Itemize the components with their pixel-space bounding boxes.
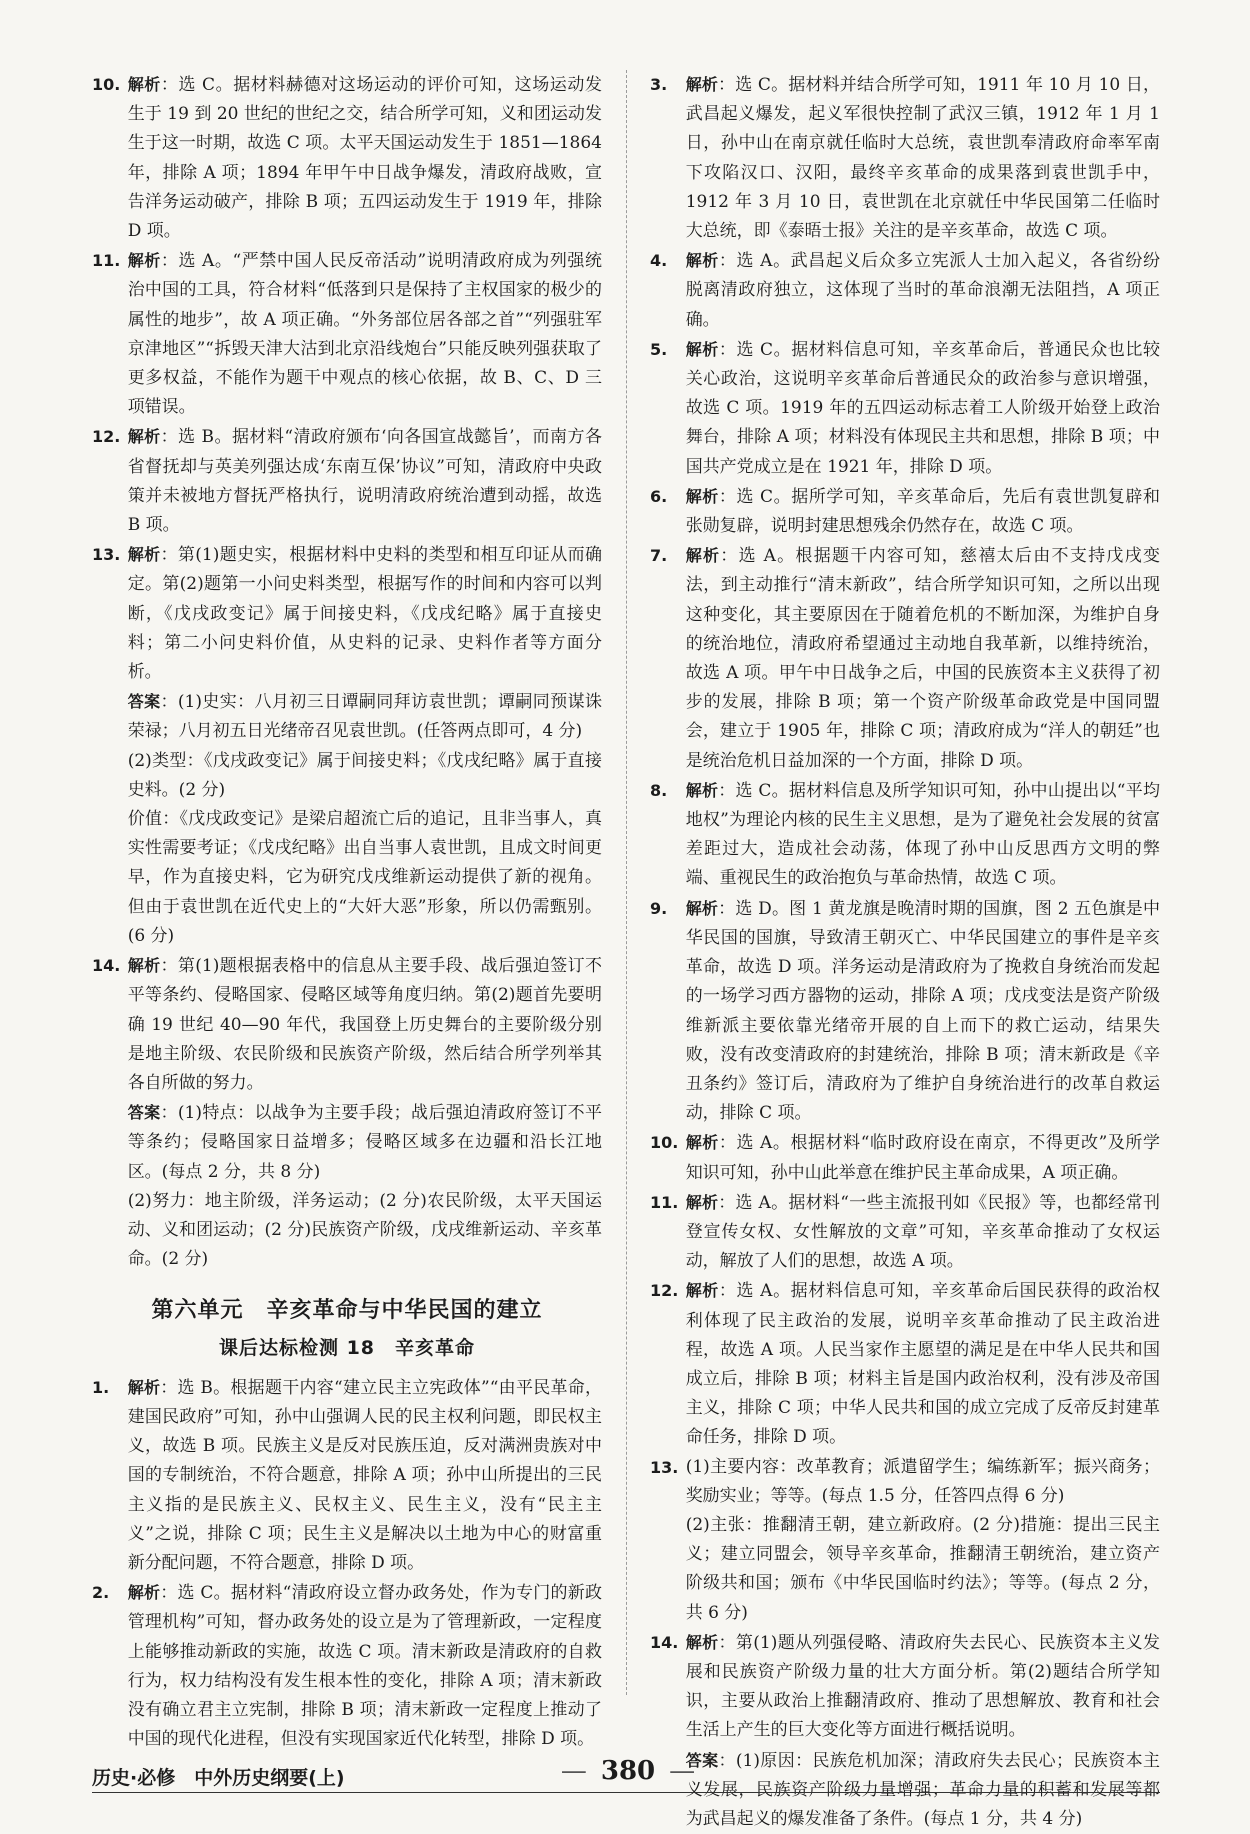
footer-subject: 历史·必修 中外历史纲要(上) [92,1767,345,1789]
answer-item-14-right: 14. 解析：第(1)题从列强侵略、清政府失去民心、民族资本主义发展和民族资产阶级力量的壮大方面分析。第(2)题结合所学知识，主要从政治上推翻清政府、推动了思想解放、教育和社会生活上产生的巨大变化等方面进行概括说明。 [650,1632,1160,1741]
answer-14-line-1: 答案：(1)特点：以战争为主要手段；战后强迫清政府签订不平等条约；侵略国家日益增多；侵略区域多在边疆和沿长江地区。(每点 2 分，共 8 分) [127,1103,602,1182]
answer-item-right-11: 11. 解析：选 A。据材料“一些主流报刊如《民报》等，也都经常刊登宣传女权、女性解放的文章”可知，辛亥革命推动了女权运动，解放了人们的思想，故选 A 项。 [650,1192,1160,1272]
column-divider [626,70,627,1695]
answer-item-right-6: 6. 解析：选 C。据所学可知，辛亥革命后，先后有袁世凯复辟和张勋复辟，说明封建思想残余仍然存在，故选 C 项。 [650,486,1160,537]
lesson-answer-item-1: 1. 解析：选 B。根据题干内容“建立民主立宪政体”“由平民革命，建国民政府”可知，孙中山强调人民的民主权利问题，即民权主义，故选 B 项。民族主义是反对民族压迫，反对满洲贵族对中国的专制统治，不符合题意，排除 A 项；孙中山所提出的三民主义指的是民族主义、民权主义、民生主义，没有“民主主义”之说，排除 C 项；民生主义是解决以土地为中心的财富重新分配问题，不符合题意，排除 D 项。 [92,1377,602,1573]
answer-13-line-1: 答案：(1)史实：八月初三日谭嗣同拜访袁世凯；谭嗣同预谋诛荣禄；八月初五日光绪帝召见袁世凯。(任答两点即可，4 分) [127,692,602,742]
answer-item-right-9: 9. 解析：选 D。图 1 黄龙旗是晚清时期的国旗，图 2 五色旗是中华民国的国旗，导致清王朝灭亡、中华民国建立的事件是辛亥革命，故选 D 项。洋务运动是清政府为了挽救自身统治而发起的一场学习西方器物的运动，排除 A 项；戊戌变法是资产阶级维新派主要依靠光绪帝开展的自上而下的救亡运动，结果失败，没有改变清政府的封建统治，排除 B 项；清末新政是《辛丑条约》签订后，清政府为了维护自身统治进行的改革自救运动，排除 C 项。 [650,898,1160,1124]
lesson-answer-item-2: 2. 解析：选 C。据材料“清政府设立督办政务处，作为专门的新政管理机构”可知，督办政务处的设立是为了管理新政，一定程度上能够推动新政的实施，故选 C 项。清末新政是清政府的自救行为，权力结构没有发生根本性的变化，排除 A 项；清末新政没有确立君主立宪制，排除 B 项；清末新政一定程度上推动了中国的现代化进程，但没有实现国家近代化转型，排除 D 项。 [92,1583,602,1750]
answer-item-right-5: 5. 解析：选 C。据材料信息可知，辛亥革命后，普通民众也比较关心政治，这说明辛亥革命后普通民众的政治参与意识增强，故选 C 项。1919 年的五四运动标志着工人阶级开始登上政治舞台，排除 A 项；材料没有体现民主共和思想，排除 B 项；中国共产党成立是在 1921 年，排除 D 项。 [650,339,1160,477]
answer-item-14: 14. 解析：第(1)题根据表格中的信息从主要手段、战后强迫签订不平等条约、侵略国家、侵略区域等角度归纳。第(2)题首先要明确 19 世纪 40—90 年代，我国登上历史舞台的主要阶级分别是地主阶级、农民阶级和民族资产阶级，然后结合所学列举其各自所做的努力。 [92,956,602,1093]
answer-14-line-2: (2)努力：地主阶级，洋务运动；(2 分)农民阶级，太平天国运动、义和团运动；(2 分)民族资产阶级，戊戌维新运动、辛亥革命。(2 分) [127,1190,602,1270]
answer-item-right-8: 8. 解析：选 C。据材料信息及所学知识可知，孙中山提出以“平均地权”为理论内核的民生主义思想，是为了避免社会发展的贫富差距过大，造成社会动荡，体现了孙中山反思西方文明的弊端、重视民生的政治抱负与革命热情，故选 C 项。 [650,780,1160,889]
right-column [650,70,1160,1834]
answer-item-right-4: 4. 解析：选 A。武昌起义后众多立宪派人士加入起义，各省纷纷脱离清政府独立，这体现了当时的革命浪潮无法阻挡，A 项正确。 [650,251,1160,330]
lesson-title: 课后达标检测 18 辛亥革命 [218,1336,476,1359]
answer-item-13-right: 13. (1)主要内容：改革教育；派遣留学生；编练新军；振兴商务；奖励实业；等等。(每点 1.5 分，任答四点得 6 分) [650,1456,1160,1506]
answer-item-13: 13. 解析：第(1)题史实，根据材料中史料的类型和相互印证从而确定。第(2)题第一小问史料类型，根据写作的时间和内容可以判断，《戊戌政变记》属于间接史料，《戊戌纪略》属于直接史料；第二小问史料价值，从史料的记录、史料作者等方面分析。 [92,545,602,683]
answer-13-right-line-2: (2)主张：推翻清王朝，建立新政府。(2 分)措施：提出三民主义；建立同盟会，领导辛亥革命，推翻清王朝统治，建立资产阶级共和国；颁布《中华民国临时约法》；等等。(每点 2 分，共 6 分) [685,1514,1160,1623]
answer-item-right-12: 12. 解析：选 A。据材料信息可知，辛亥革命后国民获得的政治权利体现了民主政治的发展，说明辛亥革命推动了民主政治进程，故选 A 项。人民当家作主愿望的满足是在中华人民共和国成立后，排除 B 项；材料主旨是国内政治权利，没有涉及帝国主义，排除 C 项；中华人民共和国的成立完成了反帝反封建革命任务，排除 D 项。 [650,1281,1160,1448]
footer-rule [92,1792,1160,1793]
answer-item-right-7: 7. 解析：选 A。根据题干内容可知，慈禧太后由不支持戊戌变法，到主动推行“清末新政”，结合所学知识可知，之所以出现这种变化，其主要原因在于随着危机的不断加深，为维护自身的统治地位，清政府希望通过主动地自我革新，以维持统治，故选 A 项。甲午中日战争之后，中国的民族资本主义获得了初步的发展，排除 B 项；第一个资产阶级革命政党是中国同盟会，建立于 1905 年，排除 C 项；清政府成为“洋人的朝廷”也是统治危机日益加深的一个方面，排除 D 项。 [650,546,1160,771]
answer-item-11: 11. 解析：选 A。“严禁中国人民反帝活动”说明清政府成为列强统治中国的工具，符合材料“低落到只是保持了主权国家的极少的属性的地步”，故 A 项正确。“外务部位居各部之首”“列强驻军京津地区”“拆毁天津大沽到北京沿线炮台”只能反映列强获取了更多权益，不能作为题干中观点的核心依据，故 B、C、D 三项错误。 [92,251,602,418]
left-column [92,70,602,1754]
unit-title: 第六单元 辛亥革命与中华民国的建立 [151,1298,543,1324]
answer-14-right-line-1: 答案：(1)原因：民族危机加深；清政府失去民心；民族资本主义发展，民族资产阶级力量增强；革命力量的积蓄和发展等都为武昌起义的爆发准备了条件。(每点 1 分，共 4 分) [685,1750,1160,1829]
answer-13-line-3: 价值：《戊戌政变记》是梁启超流亡后的追记，且非当事人，真实性需要考证；《戊戌纪略》出自当事人袁世凯，且成文时间更早，作为直接史料，它为研究戊戌维新运动提供了新的视角。但由于袁世凯在近代史上的“大奸大恶”形象，所以仍需甄别。(6 分) [127,809,602,946]
answer-item-right-10: 10. 解析：选 A。根据材料“临时政府设在南京，不得更改”及所学知识可知，孙中山此举意在维护民主革命成果，A 项正确。 [650,1133,1160,1183]
answer-item-right-3: 3. 解析：选 C。据材料并结合所学可知，1911 年 10 月 10 日，武昌起义爆发，起义军很快控制了武汉三镇，1912 年 1 月 1 日，孙中山在南京就任临时大总统，袁世凯奉清政府命率军南下攻陷汉口、汉阳，最终辛亥革命的成果落到袁世凯手中，1912 年 3 月 10 日，袁世凯在北京就任中华民国第二任临时大总统，即《泰晤士报》关注的是辛亥革命，故选 C 项。 [650,75,1160,242]
answer-13-line-2: (2)类型：《戊戌政变记》属于间接史料；《戊戌纪略》属于直接史料。(2 分) [127,750,602,800]
answer-item-12: 12. 解析：选 B。据材料“清政府颁布‘向各国宣战懿旨’，而南方各省督抚却与英美列强达成‘东南互保’协议”可知，清政府中央政策并未被地方督抚严格执行，说明清政府统治遭到动摇，故选 B 项。 [92,427,602,536]
page-number: — 380 — [560,1756,696,1786]
answer-item-10: 10. 解析：选 C。据材料赫德对这场运动的评价可知，这场运动发生于 19 到 20 世纪的世纪之交，结合所学可知，义和团运动发生于这一时期，故选 C 项。太平天国运动发生于 1851—1864 年，排除 A 项；1894 年甲午中日战争爆发，清政府战败，宣告洋务运动破产，排除 B 项；五四运动发生于 1919 年，排除 D 项。 [92,75,602,242]
